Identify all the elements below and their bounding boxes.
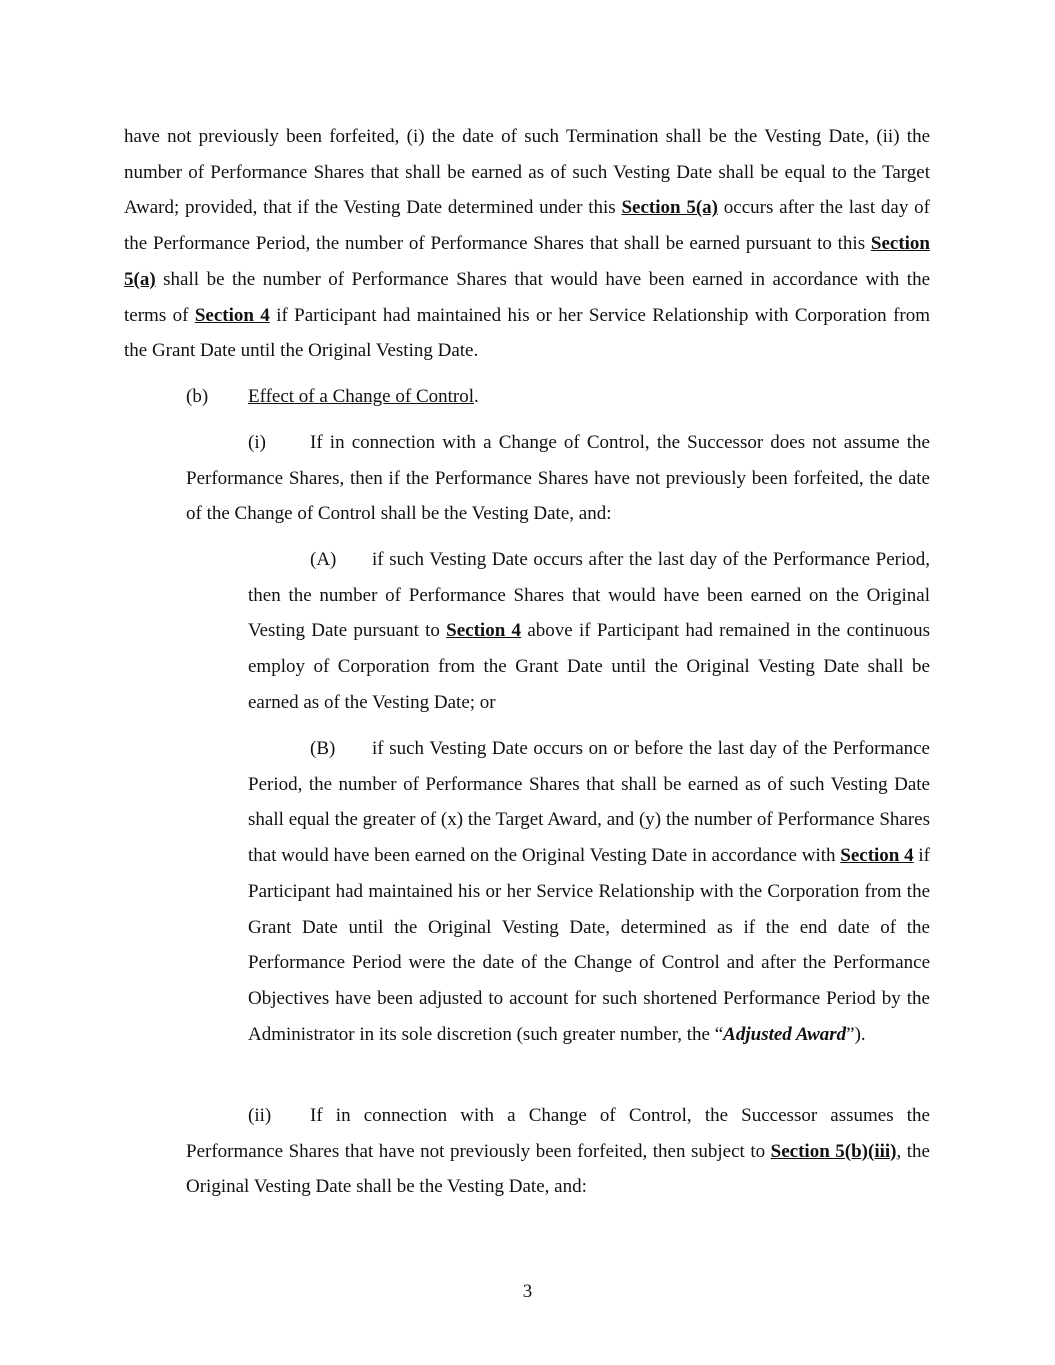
paragraph-text: If in connection with a Change of Control, the Successor does not assume the Performance Shares, then if the Performance Shares have not previously been forfeited, the date of the Change of Control shall be the Vesting Date, and: <box>186 432 930 525</box>
paragraph-text: have not previously been forfeited, (i) the date of such Termination shall be the Vesting Date, (ii) the number of Performance Shares that shall be earned as of such Vesting Date shall be equal to the Target Award; provided, that if the Vesting Date determined under this <box>124 126 930 219</box>
paragraph-text: shall be the number of Performance Shares that would have been earned in accordance with the terms of <box>124 268 930 326</box>
item-b-paragraph <box>248 731 930 1052</box>
paragraph-text: If in connection with a Change of Control, the Successor assumes the Performance Shares that have not previously been forfeited, then subject to <box>186 1105 930 1162</box>
section-reference: Section 5(a) <box>621 197 718 219</box>
list-marker: (A) <box>310 549 337 570</box>
item-ii-paragraph <box>186 1098 930 1205</box>
section-b-heading <box>186 379 930 415</box>
paragraph-text: if Participant had maintained his or her Service Relationship with the Corporation from the Grant Date until the Original Vesting Date, determined as if the end date of the Performance Period were the date of the Change of Control and after the Performance Objectives have been adjusted to account for such shortened Performance Period by the Administrator in its sole discretion (such greater number, the “ <box>248 845 931 1045</box>
list-marker: (ii) <box>248 1105 272 1126</box>
section-reference: Section 4 <box>194 304 270 326</box>
page-number: 3 <box>522 1281 533 1302</box>
paragraph-text: if such Vesting Date occurs on or before the last day of the Performance Period, the number of Performance Shares that shall be earned as of such Vesting Date shall equal the greater of (x) the Target Award, and (y) the number of Performance Shares that would have been earned on the Original Vesting Date in accordance with <box>248 738 930 867</box>
paragraph-text: above if Participant had remained in the continuous employ of Corporation from the Grant Date until the Original Vesting Date shall be earned as of the Vesting Date; or <box>248 620 931 713</box>
item-i-paragraph <box>186 425 930 532</box>
section-reference: Section 5(b)(iii) <box>770 1140 897 1162</box>
list-marker: (i) <box>248 432 266 453</box>
section-reference: Section 5(a) <box>124 233 930 290</box>
paragraph-text: if such Vesting Date occurs after the last day of the Performance Period, then the number of Performance Shares that would have been earned on the Original Vesting Date pursuant to <box>248 549 930 642</box>
paragraph-text: , the Original Vesting Date shall be the Vesting Date, and: <box>186 1140 930 1198</box>
paragraph-text: occurs after the last day of the Performance Period, the number of Performance Shares that shall be earned pursuant to this <box>124 197 930 255</box>
defined-term: Adjusted Award <box>723 1023 847 1045</box>
paragraph-text: if Participant had maintained his or her Service Relationship with Corporation from the Grant Date until the Original Vesting Date. <box>124 304 930 362</box>
section-reference: Section 4 <box>446 620 522 642</box>
list-marker: (b) <box>186 386 209 407</box>
paragraph-text: ”). <box>846 1023 866 1045</box>
heading-punctuation: . <box>474 386 479 407</box>
section-reference: Section 4 <box>840 845 914 867</box>
section-heading: Effect of a Change of Control <box>248 386 474 407</box>
item-a-paragraph <box>248 542 930 721</box>
paragraph-termination-vesting <box>124 119 930 369</box>
list-marker: (B) <box>310 738 336 759</box>
